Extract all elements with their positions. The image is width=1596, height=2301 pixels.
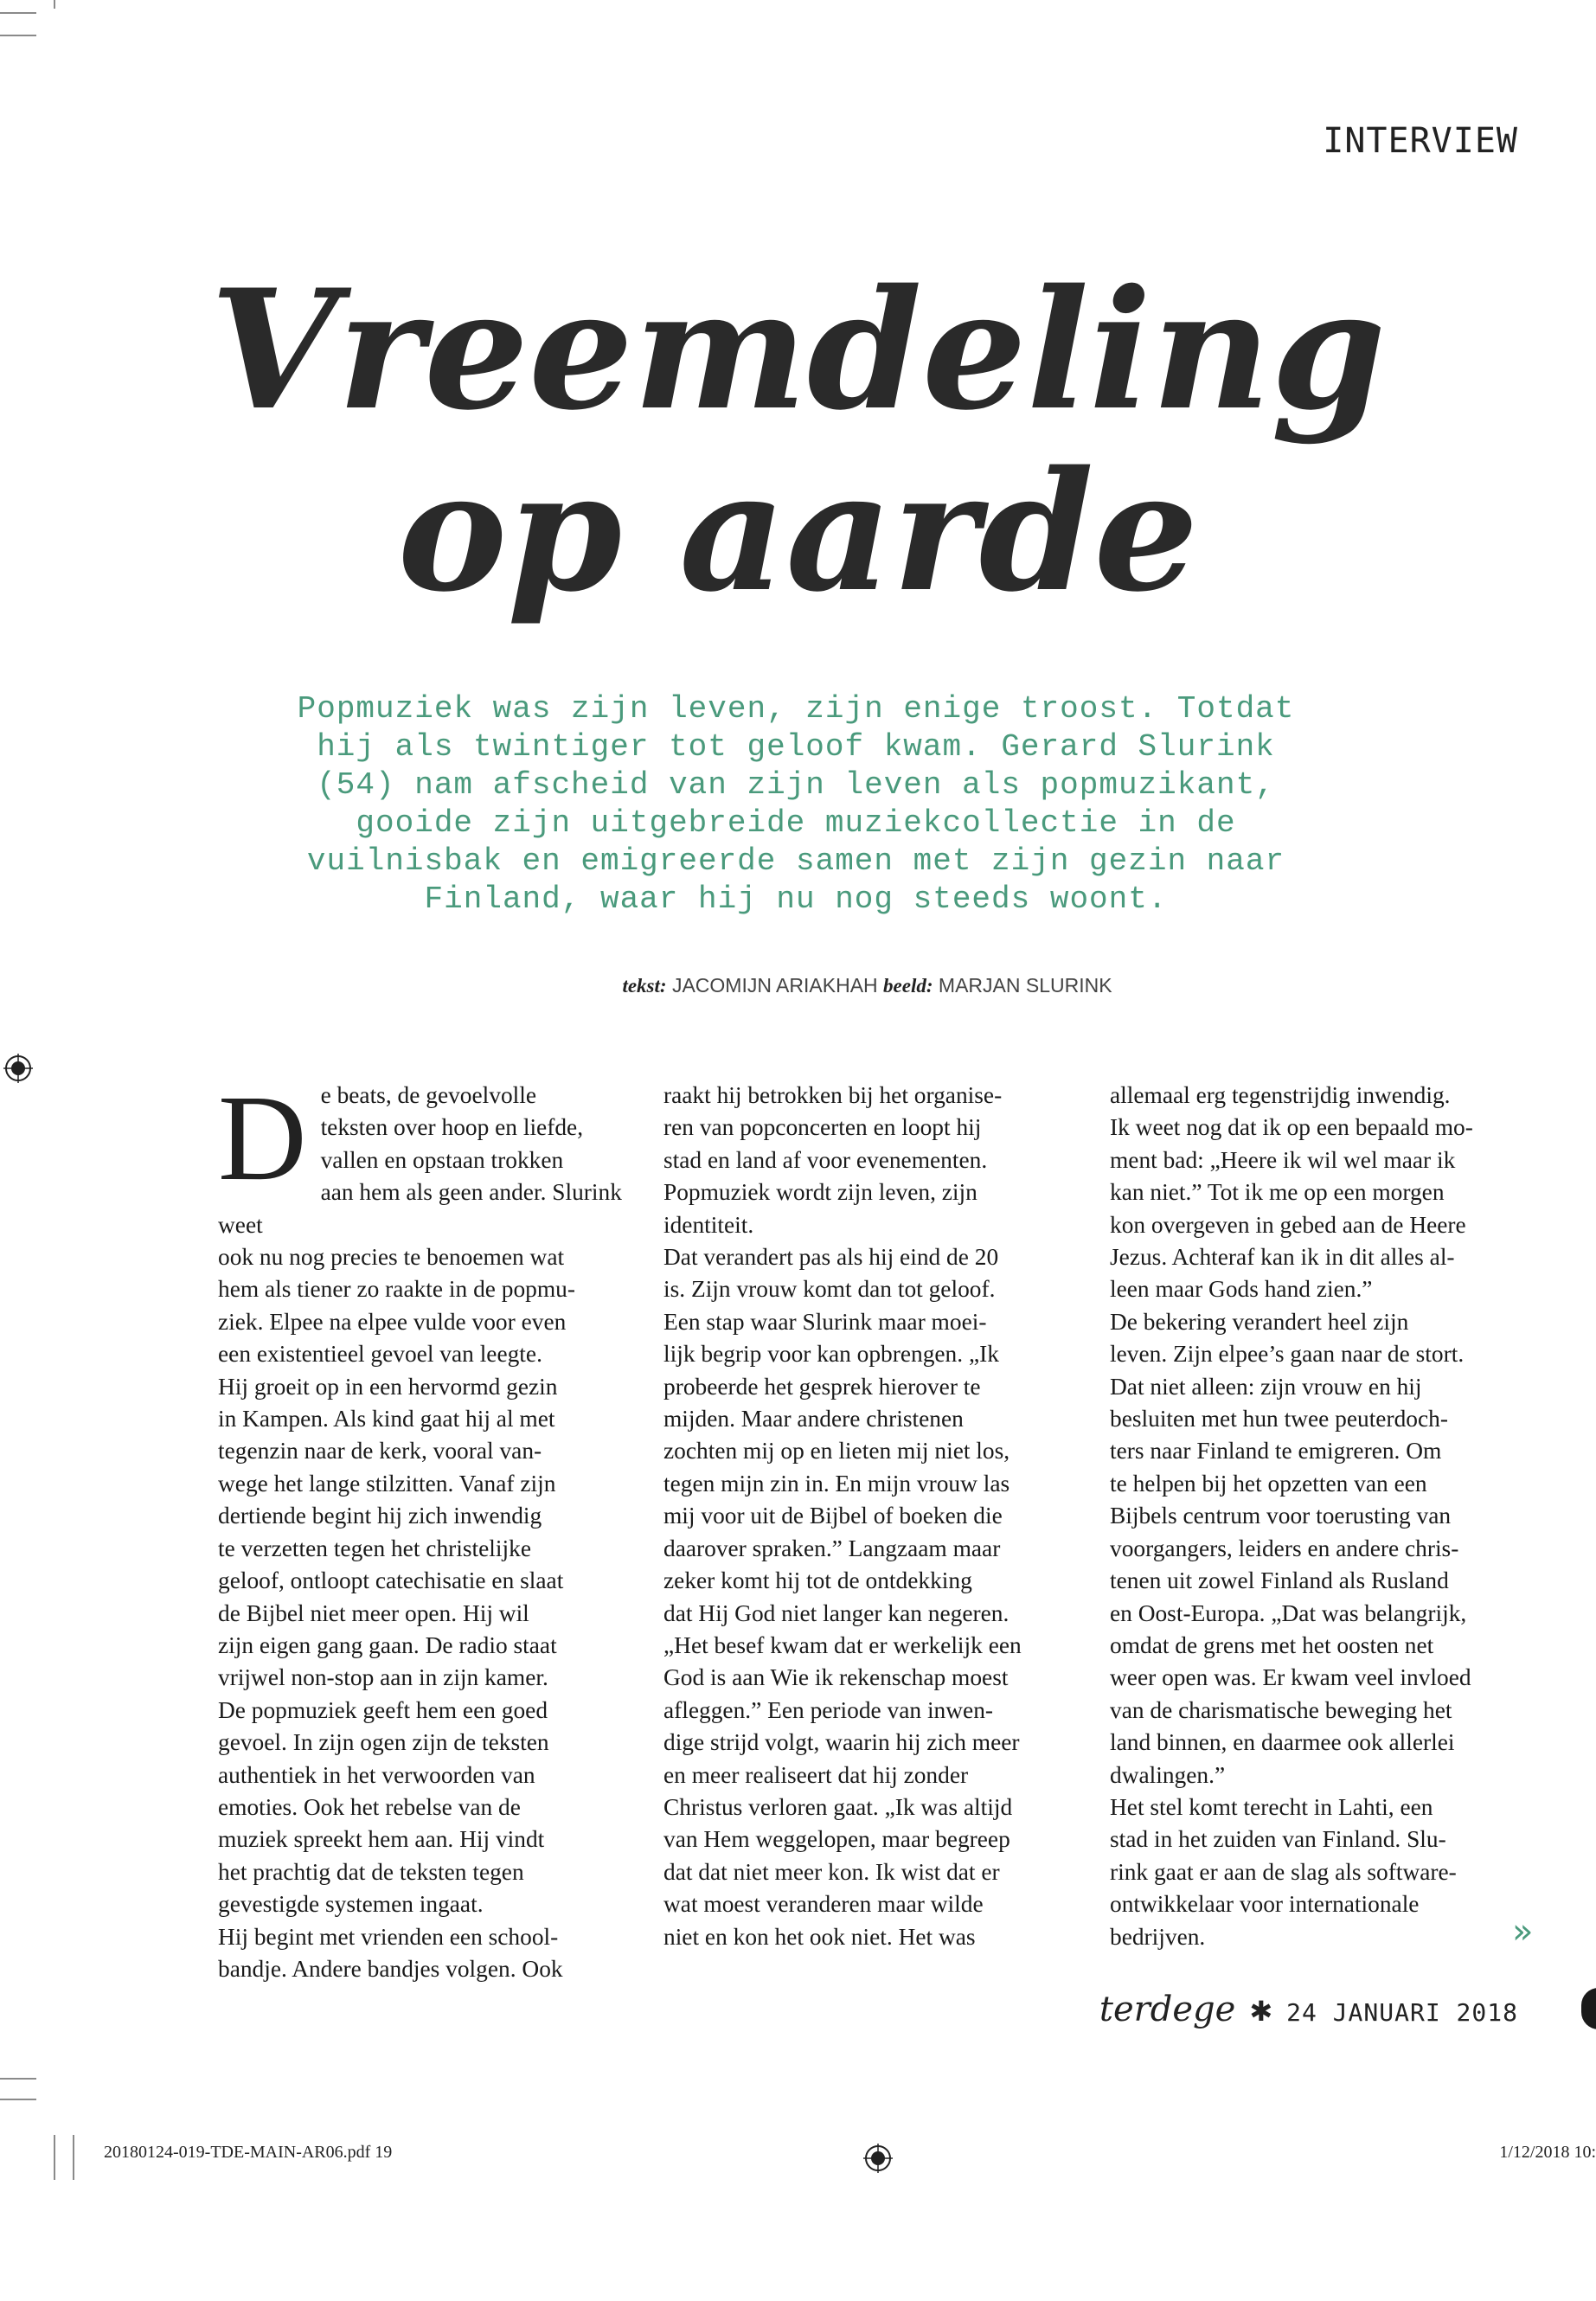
crop-mark [0, 35, 36, 36]
intro-lead: Popmuziek was zijn leven, zijn enige troost. Totdat hij als twintiger tot geloof kwam. Gerard Slurink (54) nam afscheid van zijn leven als popmuzikant, gooide zijn uitgebreide muziekcollectie in de vuilnisbak en emigreerde samen met zijn gezin naar Finland, waar hij nu nog steeds woont. [297, 691, 1295, 917]
section-label: INTERVIEW [1323, 121, 1518, 161]
registration-mark-icon [3, 1054, 33, 1083]
footer-star-icon: ✱ [1249, 1995, 1273, 2028]
crop-mark [0, 12, 36, 14]
credit-image-author: MARJAN SLURINK [938, 974, 1112, 997]
crop-mark [54, 0, 55, 9]
crop-mark [0, 2078, 36, 2080]
title-line-2: op aarde [397, 435, 1199, 628]
credit-image-label: beeld: [883, 975, 933, 997]
credit-text-label: tekst: [622, 975, 667, 997]
drop-cap: D [218, 1069, 307, 1206]
article-column-2: raakt hij betrokken bij het organise- ren van popconcerten en loopt hij stad en land af voor evenementen. Popmuziek wordt zijn leven, zijn identiteit. Dat verandert pas als hij eind de 20 is. Zijn vrouw komt dan tot geloof. Een stap waar Slurink maar moei- lijk begrip voor kan opbrengen. „Ik probeerde het gesprek hierover te mijden. Maar andere christenen zochten mij op en lieten mij niet los, tegen mijn zin in. En mijn vrouw las mij voor uit de Bijbel of boeken die daarover spraken.” Langzaam maar zeker komt hij tot de ontdekking dat Hij God niet langer kan negeren. „Het besef kwam dat er werkelijk een God is aan Wie ik rekenschap moest afleggen.” Een periode van inwen- dige strijd volgt, waarin hij zich meer en meer realiseert dat hij zonder Christus verloren gaat. „Ik was altijd van Hem weggelopen, maar begreep dat dat niet meer kon. Ik wist dat er wat moest veranderen maar wilde niet en kon het ook niet. Het was [663, 1082, 1022, 1950]
issue-date: 24 JANUARI 2018 [1286, 1998, 1518, 2027]
print-slug-filename: 20180124-019-TDE-MAIN-AR06.pdf 19 [104, 2143, 393, 2162]
article-title [0, 253, 1596, 628]
crop-mark [0, 2099, 36, 2100]
title-line-1: Vreemdeling [209, 253, 1387, 446]
page-number-tab [1581, 1988, 1596, 2029]
magazine-name: terdege [1099, 1990, 1236, 2029]
registration-mark-icon [863, 2144, 893, 2173]
page-footer [1099, 1990, 1518, 2029]
print-slug-timestamp: 1/12/2018 10: [1499, 2143, 1596, 2162]
credits [0, 974, 1596, 997]
article-column-3: allemaal erg tegenstrijdig inwendig. Ik weet nog dat ik op een bepaald mo- ment bad: „Heere ik wil wel maar ik kan niet.” Tot ik me op een morgen kon overgeven in gebed aan de Heere Jezus. Achteraf kan ik in dit alles al- leen maar Gods hand zien.” De bekering verandert heel zijn leven. Zijn elpee’s gaan naar de stort. Dat niet alleen: zijn vrouw en hij besluiten met hun twee peuterdoch- ters naar Finland te emigreren. Om te helpen bij het opzetten van een Bijbels centrum voor toerusting van voorgangers, leiders en andere chris- tenen uit zowel Finland als Rusland en Oost-Europa. „Dat was belangrijk, omdat de grens met het oosten net weer open was. Er kwam veel invloed van de charismatische beweging het land binnen, en daarmee ook allerlei dwalingen.” Het stel komt terecht in Lahti, een stad in het zuiden van Finland. Slu- rink gaat er aan de slag als software- ontwikkelaar voor internationale bedrijven. [1110, 1082, 1473, 1950]
crop-mark [54, 2135, 55, 2180]
column-1-text: e beats, de gevoelvolle teksten over hoop en liefde, vallen en opstaan trokken aan hem als geen ander. Slurink weet ook nu nog precies te benoemen wat hem als tiener zo raakte in de popmu- ziek. Elpee na elpee vulde voor even een existentieel gevoel van leegte. Hij groeit op in een hervormd gezin in Kampen. Als kind gaat hij al met tegenzin naar de kerk, vooral van- wege het lange stilzitten. Vanaf zijn dertiende begint hij zich inwendig te verzetten tegen het christelijke geloof, ontloopt catechisatie en slaat de Bijbel niet meer open. Hij wil zijn eigen gang gaan. De radio staat vrijwel non-stop aan in zijn kamer. De popmuziek geeft hem een goed gevoel. In zijn ogen zijn de teksten authentiek in het verwoorden van emoties. Ook het rebelse van de muziek spreekt hem aan. Hij vindt het prachtig dat de teksten tegen gevestigde systemen ingaat. Hij begint met vrienden een school- bandje. Andere bandjes volgen. Ook [218, 1082, 622, 1982]
continue-arrow-icon: » [1512, 1912, 1534, 1952]
crop-mark [73, 2135, 74, 2180]
article-column-1 [218, 1069, 625, 1985]
credit-text-author: JACOMIJN ARIAKHAH [671, 974, 878, 997]
